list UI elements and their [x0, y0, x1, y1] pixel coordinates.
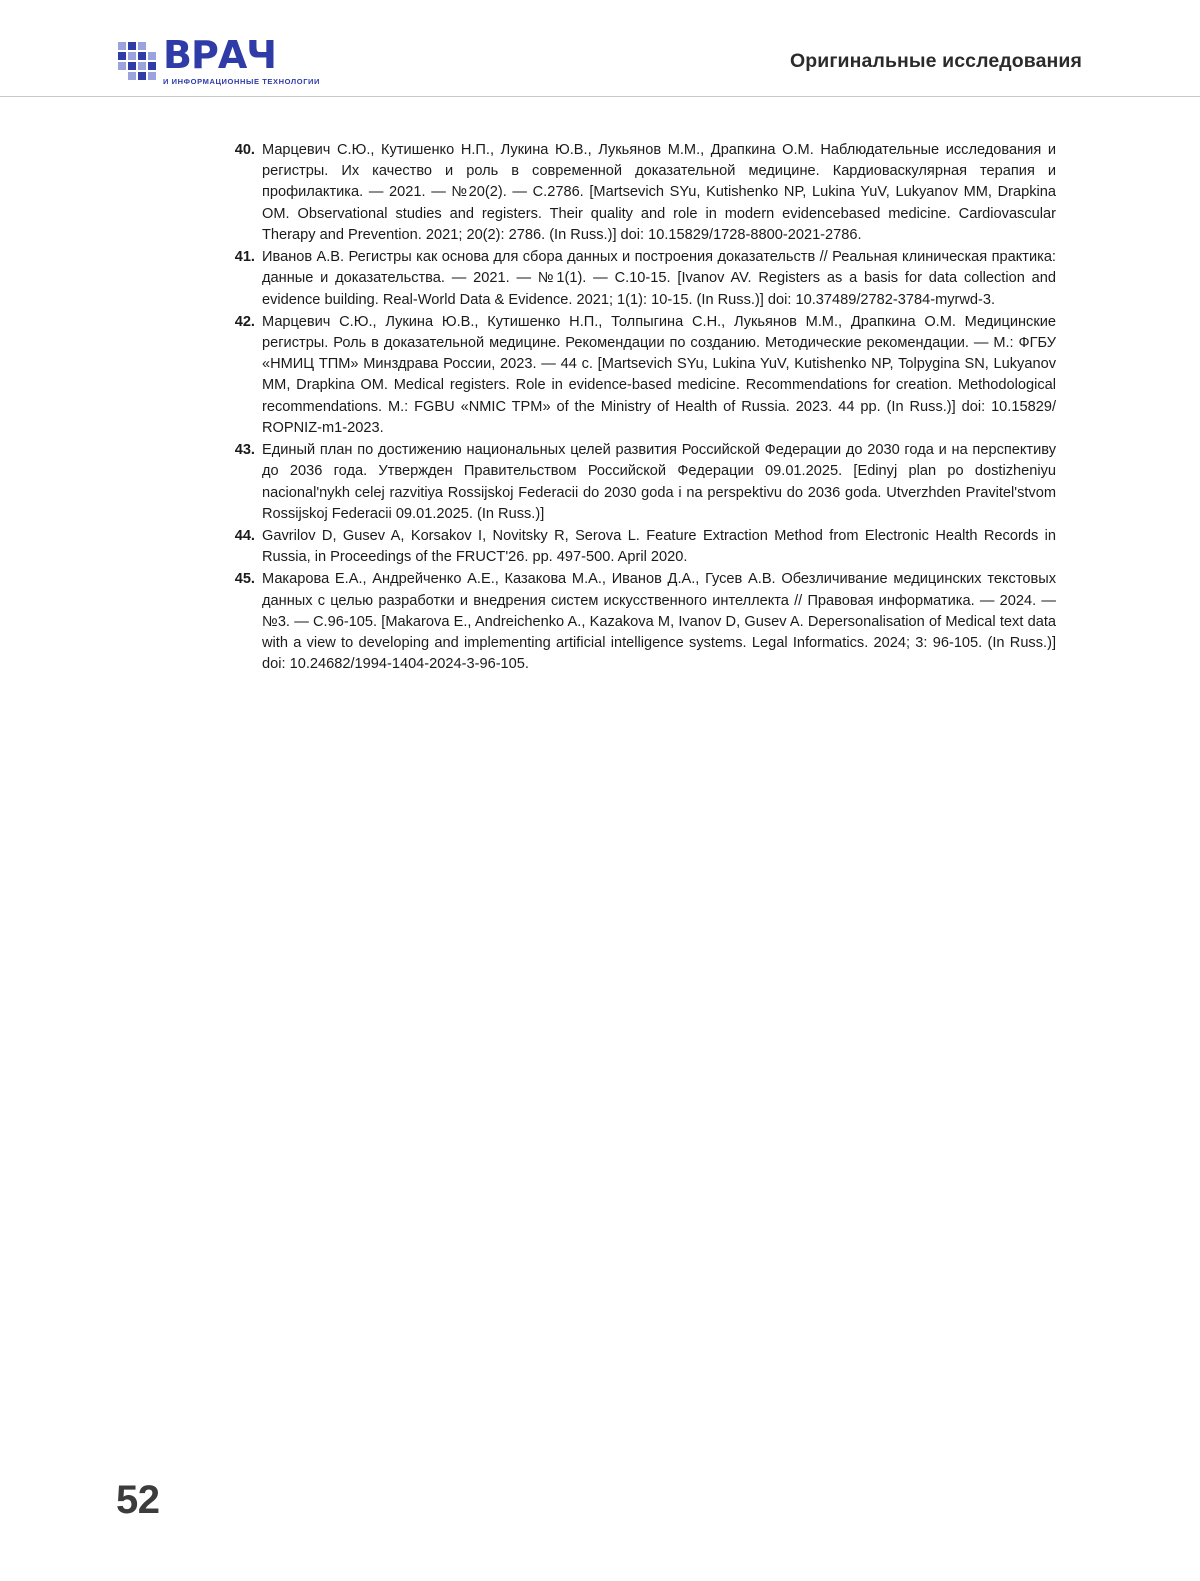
reference-number: 40. — [234, 142, 255, 158]
reference-item — [232, 526, 1056, 568]
reference-text: Марцевич С.Ю., Лукина Ю.В., Кутишенко Н.П., Толпыгина С.Н., Лукьянов М.М., Драпкина О.М. Медицинские регистры. Роль в доказательной медицине. Рекомендации по созданию. Методические рекомендации. — М.: ФГБУ «НМИЦ ТПМ» Минздрава России, 2023. — 44 с. [Martsevich SYu, Lukina YuV, Kutishenko NP, Tolpygina SN, Lukyanov MM, Drapkina OM. Medical registers. Role in evidence-based medicine. Recommendations for creation. Methodological recommendations. M.: FGBU «NMIC TPM» of the Ministry of Health of Russia. 2023. 44 pp. (In Russ.)] doi: 10.15829/ ROPNIZ-m1-2023. — [262, 313, 1056, 436]
reference-item — [232, 312, 1056, 439]
reference-item — [232, 569, 1056, 675]
reference-number: 44. — [234, 527, 255, 544]
header-divider — [0, 96, 1200, 97]
reference-number: 45. — [234, 571, 255, 588]
reference-text: Макарова Е.А., Андрейченко А.Е., Казакова М.А., Иванов Д.А., Гусев А.В. Обезличивание медицинских текстовых данных с целью разработки и внедрения систем искусственного интеллекта // Правовая информатика. — 2024. — №3. — С.96-105. [Makarova E., Andreichenko A., Kazakova M, Ivanov D, Gusev A. Depersonalisation of Medical text data with a view to developing and implementing artificial intelligence systems. Legal Informatics. 2024; 3: 96-105. (In Russ.)] doi: 10.24682/1994-1404-2024-3-96-105. — [262, 571, 1056, 673]
page-header — [0, 28, 1200, 94]
logo-subtitle: И ИНФОРМАЦИОННЫЕ ТЕХНОЛОГИИ — [163, 76, 321, 86]
reference-text: Gavrilov D, Gusev A, Korsakov I, Novitsky R, Serova L. Feature Extraction Method from Electronic Health Records in Russia, in Proceedings of the FRUCT'26. pp. 497-500. April 2020. — [262, 527, 1056, 566]
references-list — [232, 140, 1056, 676]
reference-text: Марцевич С.Ю., Кутишенко Н.П., Лукина Ю.В., Лукьянов М.М., Драпкина О.М. Наблюдательные исследования и регистры. Их качество и роль в современной доказательной медицине. Кардиоваскулярная терапия и профилактика. — 2021. — №20(2). — С.2786. [Martsevich SYu, Kutishenko NP, Lukina YuV, Lukyanov MM, Drapkina OM. Observational studies and registers. Their quality and role in modern evidencebased medicine. Cardiovascular Therapy and Prevention. 2021; 20(2): 2786. (In Russ.)] doi: 10.15829/1728-8800-2021-2786. — [262, 142, 1056, 243]
reference-item — [232, 247, 1056, 311]
logo-grid-icon — [118, 42, 156, 80]
reference-number: 43. — [234, 442, 255, 459]
logo-text — [163, 32, 321, 86]
reference-item — [232, 440, 1056, 525]
reference-number: 41. — [234, 249, 255, 266]
reference-item — [232, 140, 1056, 246]
journal-logo — [118, 32, 321, 86]
section-title: Оригинальные исследования — [789, 49, 1082, 72]
reference-text: Иванов А.В. Регистры как основа для сбора данных и построения доказательств // Реальная клиническая практика: данные и доказательства. — 2021. — №1(1). — С.10-15. [Ivanov AV. Registers as a basis for data collection and evidence building. Real-World Data & Evidence. 2021; 1(1): 10-15. (In Russ.)] doi: 10.37489/2782-3784-myrwd-3. — [262, 249, 1056, 308]
logo-wordmark: ВРАЧ — [163, 32, 276, 77]
reference-text: Единый план по достижению национальных целей развития Российской Федерации до 2030 года и на перспективу до 2036 года. Утвержден Правительством Российской Федерации 09.01.2025. [Edinyj plan po dostizheniyu nacional'nykh celej razvitiya Rossijskoj Federacii do 2030 goda i na perspektivu do 2036 goda. Utverzhden Pravitel'stvom Rossijskoj Federacii 09.01.2025. (In Russ.)] — [262, 442, 1056, 522]
page-number: 52 — [116, 1478, 160, 1522]
reference-number: 42. — [234, 313, 255, 330]
